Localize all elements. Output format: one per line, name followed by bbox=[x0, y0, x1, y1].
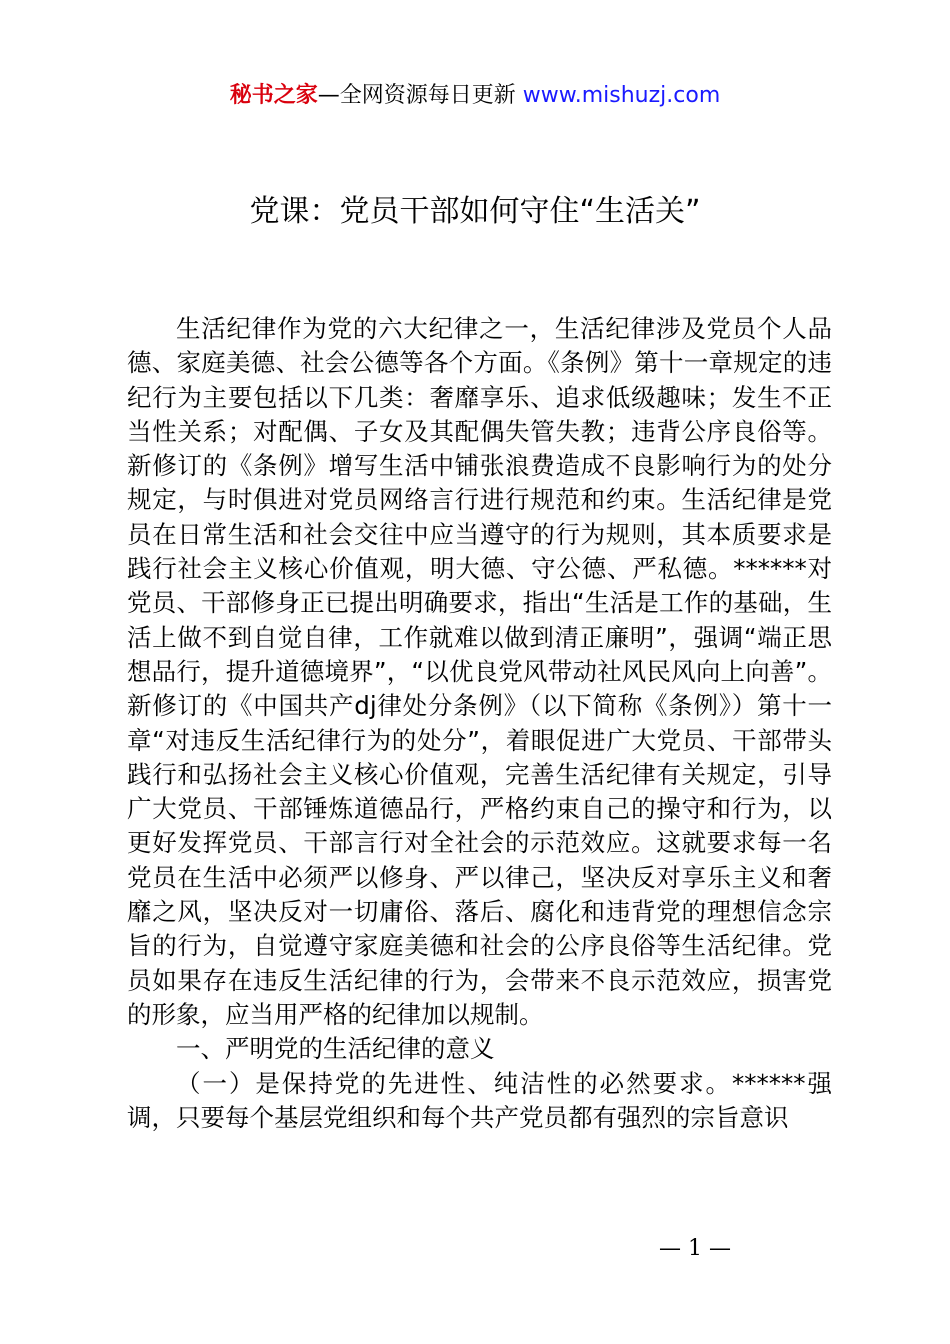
site-url-link[interactable]: www.mishuzj.com bbox=[522, 83, 721, 108]
document-body bbox=[127, 312, 832, 1135]
site-brand: 秘书之家 bbox=[229, 83, 318, 108]
document-title: 党课：党员干部如何守住“生活关” bbox=[249, 194, 701, 229]
site-tagline: —全网资源每日更新 bbox=[317, 83, 516, 108]
section-heading: 一、严明党的生活纪律的意义 bbox=[176, 1034, 495, 1064]
paragraph-subsection: （一）是保持党的先进性、纯洁性的必然要求。******强调，只要每个基层党组织和每个共产党员都有强烈的宗旨意识 bbox=[127, 1068, 832, 1132]
paragraph-intro: 生活纪律作为党的六大纪律之一，生活纪律涉及党员个人品德、家庭美德、社会公德等各个方面。《条例》第十一章规定的违纪行为主要包括以下几类：奢靡享乐、追求低级趣味；发生不正当性关系；对配偶、子女及其配偶失管失教；违背公序良俗等。新修订的《条例》增写生活中铺张浪费造成不良影响行为的处分规定，与时俱进对党员网络言行进行规范和约束。生活纪律是党员在日常生活和社会交往中应当遵守的行为规则，其本质要求是践行社会主义核心价值观，明大德、守公德、严私德。******对党员、干部修身正已提出明确要求，指出“生活是工作的基础，生活上做不到自觉自律，工作就难以做到清正廉明”，强调“端正思想品行，提升道德境界”，“以优良党风带动社风民风向上向善”。新修订的《中国共产dj律处分条例》（以下简称《条例》）第十一章“对违反生活纪律行为的处分”，着眼促进广大党员、干部带头践行和弘扬社会主义核心价值观，完善生活纪律有关规定，引导广大党员、干部锤炼道德品行，严格约束自己的操守和行为，以更好发挥党员、干部言行对全社会的示范效应。这就要求每一名党员在生活中必须严以修身、严以律己，坚决反对享乐主义和奢靡之风，坚决反对一切庸俗、落后、腐化和违背党的理想信念宗旨的行为，自觉遵守家庭美德和社会的公序良俗等生活纪律。党员如果存在违反生活纪律的行为，会带来不良示范效应，损害党的形象，应当用严格的纪律加以规制。 bbox=[127, 314, 832, 1029]
site-header bbox=[0, 80, 950, 112]
page-number: — 1 — bbox=[659, 1236, 731, 1261]
